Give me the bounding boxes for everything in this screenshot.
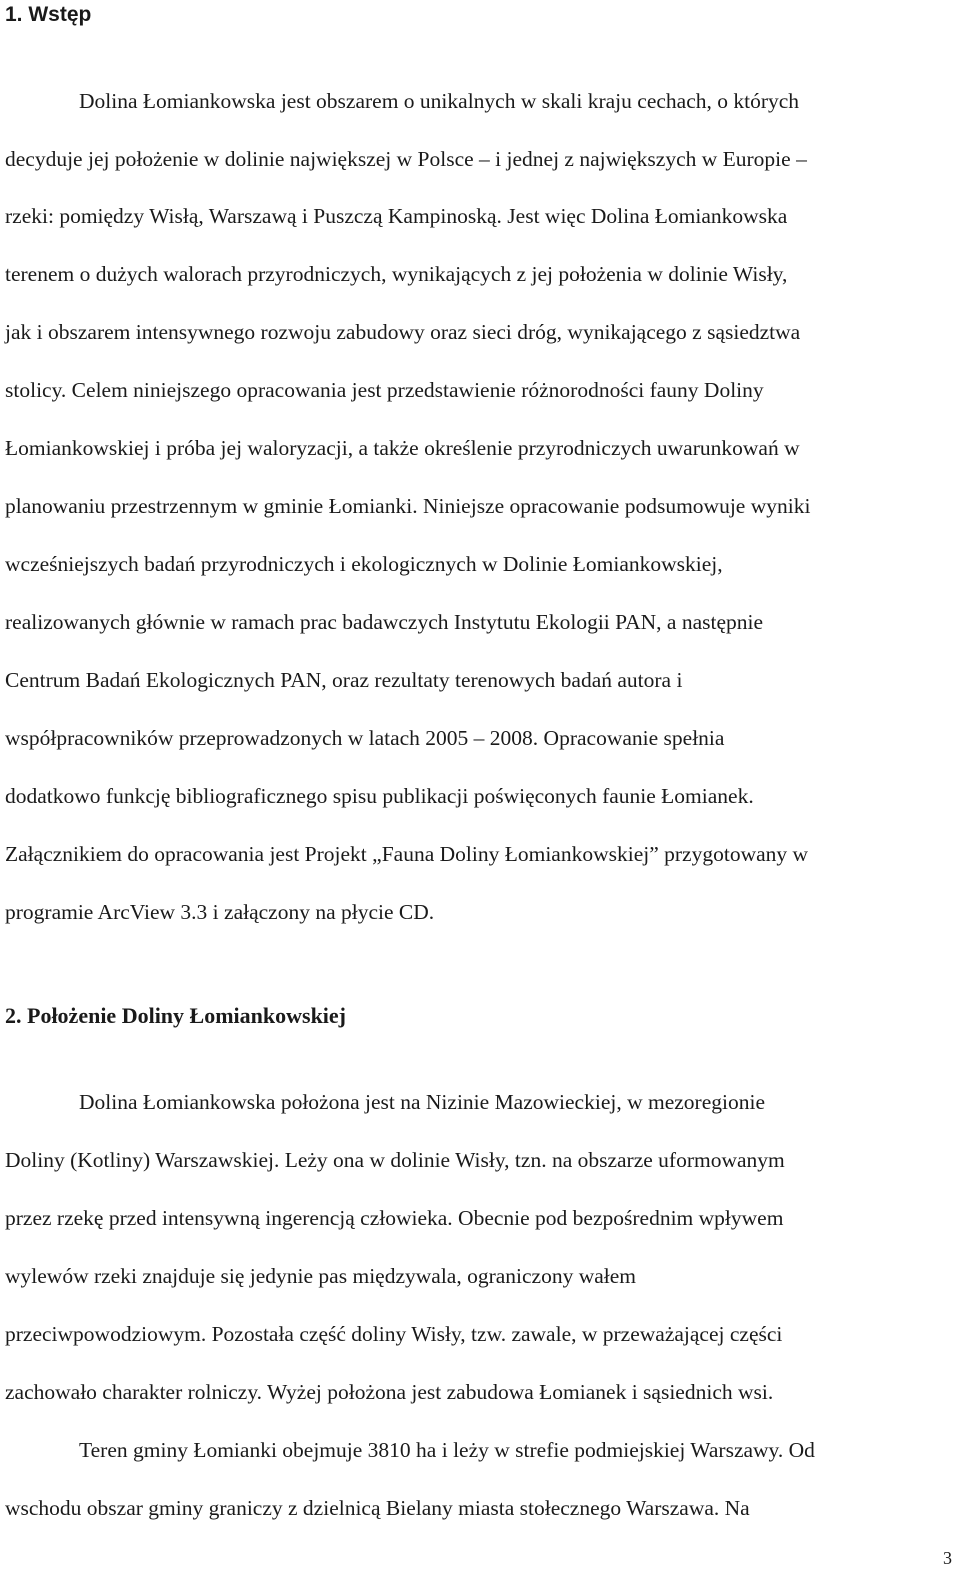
section-1-line: rzeki: pomiędzy Wisłą, Warszawą i Puszczą Kampinoską. Jest więc Dolina Łomiankowska bbox=[5, 204, 788, 228]
section-1-line: Łomiankowskiej i próba jej waloryzacji, a także określenie przyrodniczych uwarunkowań w bbox=[5, 436, 800, 460]
section-1-line: programie ArcView 3.3 i załączony na płycie CD. bbox=[5, 900, 435, 924]
section-2-line: Teren gminy Łomianki obejmuje 3810 ha i leży w strefie podmiejskiej Warszawy. Od bbox=[79, 1438, 815, 1462]
section-1-line: planowaniu przestrzennym w gminie Łomianki. Niniejsze opracowanie podsumowuje wyniki bbox=[5, 494, 811, 518]
section-2-line: Dolina Łomiankowska położona jest na Nizinie Mazowieckiej, w mezoregionie bbox=[79, 1090, 765, 1114]
section-1-line: decyduje jej położenie w dolinie największej w Polsce – i jednej z największych w Europie – bbox=[5, 147, 807, 171]
section-2-line: wschodu obszar gminy graniczy z dzielnicą Bielany miasta stołecznego Warszawa. Na bbox=[5, 1496, 750, 1520]
section-2-line: przeciwpowodziowym. Pozostała część doliny Wisły, tzw. zawale, w przeważającej części bbox=[5, 1322, 783, 1346]
section-1-line: Centrum Badań Ekologicznych PAN, oraz rezultaty terenowych badań autora i bbox=[5, 668, 683, 692]
section-1-line: jak i obszarem intensywnego rozwoju zabudowy oraz sieci dróg, wynikającego z sąsiedztwa bbox=[5, 320, 801, 344]
section-1-line: wcześniejszych badań przyrodniczych i ekologicznych w Dolinie Łomiankowskiej, bbox=[5, 552, 723, 576]
section-1-heading: 1. Wstęp bbox=[5, 3, 92, 26]
section-2-line: wylewów rzeki znajduje się jedynie pas międzywala, ograniczony wałem bbox=[5, 1264, 637, 1288]
section-1-line: współpracowników przeprowadzonych w latach 2005 – 2008. Opracowanie spełnia bbox=[5, 726, 725, 750]
section-2-line: Doliny (Kotliny) Warszawskiej. Leży ona w dolinie Wisły, tzn. na obszarze uformowanym bbox=[5, 1148, 785, 1172]
section-1-line: stolicy. Celem niniejszego opracowania jest przedstawienie różnorodności fauny Doliny bbox=[5, 378, 764, 402]
section-1-line: Dolina Łomiankowska jest obszarem o unikalnych w skali kraju cechach, o których bbox=[79, 89, 800, 113]
section-1-line: realizowanych głównie w ramach prac badawczych Instytutu Ekologii PAN, a następnie bbox=[5, 610, 764, 634]
section-1-line: terenem o dużych walorach przyrodniczych, wynikających z jej położenia w dolinie Wisły, bbox=[5, 262, 788, 286]
section-2-line: przez rzekę przed intensywną ingerencją człowieka. Obecnie pod bezpośrednim wpływem bbox=[5, 1206, 784, 1230]
section-2-heading: 2. Położenie Doliny Łomiankowskiej bbox=[5, 1003, 347, 1028]
page-number: 3 bbox=[943, 1548, 952, 1568]
section-2-line: zachowało charakter rolniczy. Wyżej położona jest zabudowa Łomianek i sąsiednich wsi. bbox=[5, 1380, 774, 1404]
section-1-line: dodatkowo funkcję bibliograficznego spisu publikacji poświęconych faunie Łomianek. bbox=[5, 784, 754, 808]
section-1-line: Załącznikiem do opracowania jest Projekt „Fauna Doliny Łomiankowskiej” przygotowany w bbox=[5, 842, 809, 866]
